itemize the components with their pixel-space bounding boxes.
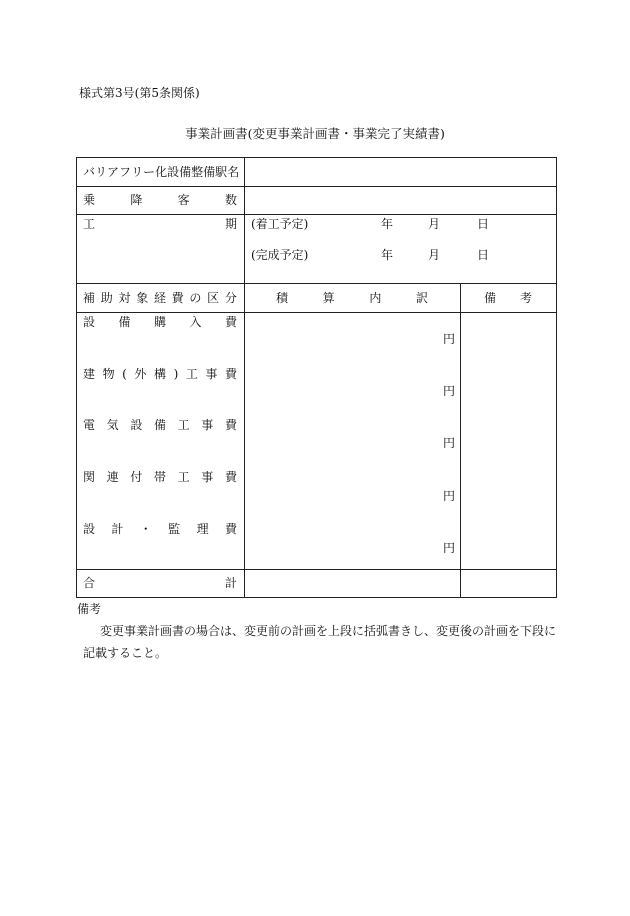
- label-char: 工: [177, 418, 190, 432]
- label-char: 乗: [83, 193, 96, 207]
- label-char: 対: [118, 291, 131, 305]
- row-divider: [77, 283, 557, 284]
- plan-table: [76, 157, 557, 598]
- yen-unit: 円: [443, 541, 456, 555]
- remarks-header: [484, 291, 532, 305]
- label-char: 事: [205, 367, 218, 381]
- label-char: 建: [83, 367, 96, 381]
- label-char: 帯: [153, 470, 166, 484]
- label-char: 連: [106, 470, 119, 484]
- label-char: 設: [83, 522, 96, 536]
- label-char: 費: [224, 470, 237, 484]
- label-char: 化: [155, 165, 168, 179]
- design-supervision-label: [83, 522, 237, 536]
- label-char: 費: [224, 522, 237, 536]
- end-year-field[interactable]: 年: [381, 248, 394, 262]
- label-char: 事: [201, 470, 214, 484]
- label-char: リ: [131, 165, 144, 179]
- label-char: 補: [83, 291, 96, 305]
- label-char: 計: [111, 522, 124, 536]
- label-char: 考: [519, 291, 532, 305]
- breakdown-header: [276, 291, 428, 305]
- station-name-label: [83, 165, 240, 179]
- label-char: 電: [83, 418, 96, 432]
- label-char: 区: [207, 291, 220, 305]
- label-char: 分: [224, 291, 237, 305]
- label-char: 経: [153, 291, 166, 305]
- label-char: 備: [118, 315, 131, 329]
- yen-unit: 円: [443, 489, 456, 503]
- label-char: ア: [107, 165, 120, 179]
- label-char: の: [189, 291, 202, 305]
- start-month-field[interactable]: 月: [428, 217, 441, 231]
- label-char: 備: [153, 418, 166, 432]
- column-divider: [460, 283, 461, 598]
- label-char: フ: [119, 165, 132, 179]
- label-char: 期: [224, 217, 237, 231]
- label-char: 購: [153, 315, 166, 329]
- label-char: 工: [83, 217, 96, 231]
- label-char: 設: [130, 418, 143, 432]
- label-char: 理: [196, 522, 209, 536]
- notes-heading: 備考: [77, 602, 102, 616]
- label-char: 象: [136, 291, 149, 305]
- start-planned-label: (着工予定): [251, 217, 309, 231]
- form-number: 様式第3号(第5条関係): [79, 86, 200, 100]
- label-char: 内: [369, 291, 382, 305]
- yen-unit: 円: [443, 332, 456, 346]
- label-char: 訳: [415, 291, 428, 305]
- label-char: 費: [224, 315, 237, 329]
- electrical-work-label: [83, 418, 237, 432]
- label-char: ー: [143, 165, 156, 179]
- label-char: 関: [83, 470, 96, 484]
- label-char: 費: [224, 367, 237, 381]
- end-month-field[interactable]: 月: [428, 248, 441, 262]
- label-char: 設: [167, 165, 180, 179]
- label-char: 費: [171, 291, 184, 305]
- start-day-field[interactable]: 日: [477, 217, 490, 231]
- label-char: 合: [83, 576, 96, 590]
- label-char: 外: [134, 367, 147, 381]
- label-char: 積: [276, 291, 289, 305]
- equipment-purchase-label: [83, 315, 237, 329]
- column-divider: [244, 158, 245, 598]
- label-char: 降: [130, 193, 143, 207]
- label-char: (: [122, 367, 127, 381]
- label-char: 構: [153, 367, 166, 381]
- start-year-field[interactable]: 年: [381, 217, 394, 231]
- label-char: 数: [224, 193, 237, 207]
- label-char: 名: [227, 165, 240, 179]
- passenger-count-label: [83, 193, 237, 207]
- row-divider: [77, 214, 557, 215]
- label-char: 助: [100, 291, 113, 305]
- yen-unit: 円: [443, 436, 456, 450]
- yen-unit: 円: [443, 384, 456, 398]
- label-char: バ: [83, 165, 96, 179]
- row-divider: [77, 186, 557, 187]
- label-char: 物: [102, 367, 115, 381]
- label-char: ・: [139, 522, 152, 536]
- label-char: 計: [224, 576, 237, 590]
- related-ancillary-work-label: [83, 470, 237, 484]
- row-divider: [77, 312, 557, 313]
- label-char: 設: [83, 315, 96, 329]
- label-char: 備: [484, 291, 497, 305]
- end-day-field[interactable]: 日: [477, 248, 490, 262]
- notes-text: 変更事業計画書の場合は、変更前の計画を上段に括弧書きし、変更後の計画を下段に記載すること。: [83, 624, 557, 660]
- label-char: ): [173, 367, 179, 381]
- label-char: 付: [130, 470, 143, 484]
- label-char: 気: [106, 418, 119, 432]
- label-char: 事: [201, 418, 214, 432]
- label-char: 整: [191, 165, 204, 179]
- subsidy-category-header: [83, 291, 237, 305]
- completion-planned-label: (完成予定): [251, 248, 309, 262]
- label-char: 入: [189, 315, 202, 329]
- label-char: 工: [177, 470, 190, 484]
- label-char: リ: [95, 165, 108, 179]
- row-divider: [77, 569, 557, 570]
- label-char: 費: [224, 418, 237, 432]
- construction-period-label: [83, 217, 237, 231]
- document-title: 事業計画書(変更事業計画書・事業完了実績書): [185, 126, 445, 141]
- label-char: 工: [185, 367, 198, 381]
- label-char: 客: [177, 193, 190, 207]
- total-label: [83, 576, 237, 590]
- label-char: 備: [203, 165, 216, 179]
- label-char: 監: [168, 522, 181, 536]
- label-char: 駅: [215, 165, 228, 179]
- label-char: 備: [179, 165, 192, 179]
- label-char: 算: [322, 291, 335, 305]
- building-exterior-work-label: [83, 367, 237, 381]
